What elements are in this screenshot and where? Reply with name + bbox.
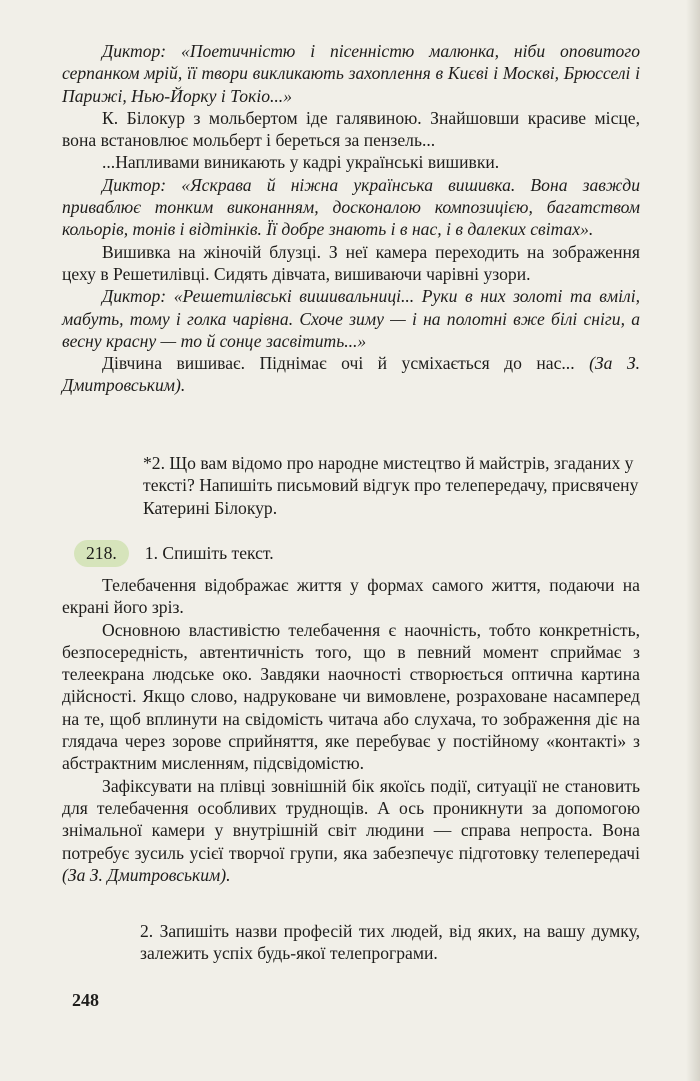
- page-edge-shadow: [686, 0, 700, 1081]
- task-2: 2. Запишіть назви професій тих людей, від яких, на вашу думку, залежить успіх будь-якої телепрограми.: [140, 921, 640, 964]
- scene-description-1: К. Білокур з мольбертом іде галявиною. Знайшовши красиве місце, вона встановлює мольберт і береться за пензель...: [62, 107, 640, 151]
- exercise-instruction: 1. Спишіть текст.: [144, 542, 274, 563]
- exercise-paragraph-3-body: Зафіксувати на плівці зовнішній бік якоїсь події, ситуації не становить для телебачення особливих труднощів. А ось проникнути за допомогою знімальної камери у внутрішній світ людини — справа непроста. Вона потребує зусиль усієї творчої групи, яка забезпечує підготовку телепередачі: [62, 775, 640, 863]
- scene-description-4: [62, 352, 640, 397]
- dialogue-block: [62, 40, 640, 397]
- exercise-header: [74, 538, 274, 568]
- exercise-paragraph-3: [62, 775, 640, 886]
- source-attribution-2: (За З. Дмитровським).: [62, 864, 231, 885]
- exercise-number-badge: 218.: [74, 540, 129, 567]
- exercise-text: [62, 574, 640, 886]
- narrator-line-1: Диктор: «Поетичністю і пісенністю малюнка, ніби оповитого серпанком мрій, її твори викликають захоплення в Києві і Москві, Брюсселі і Парижі, Нью-Йорку і Токіо...»: [62, 41, 640, 106]
- page-number: 248: [72, 990, 99, 1010]
- scene-description-3: Вишивка на жіночій блузці. З неї камера переходить на зображення цеху в Решетилівці. Сидять дівчата, вишиваючи чарівні узори.: [62, 241, 640, 284]
- exercise-paragraph-1: Телебачення відображає життя у формах самого життя, подаючи на екрані його зріз.: [62, 575, 640, 618]
- exercise-paragraph-2: Основною властивістю телебачення є наочність, тобто конкретність, безпосередність, автентичність того, що в певний момент сприймає з телеекрана людське око. Завдяки наочності створюється оптична картина дійсності. Якщо слово, надруковане чи вимовлене, розраховане насамперед на те, щоб вплинути на свідомість читача або слухача, то зображення діє на глядача через зорове сприйняття, яке перебуває у постійному «контакті» з абстрактним мисленням, підсвідомістю.: [62, 619, 640, 774]
- source-attribution-1: (За З. Дмитровським).: [62, 353, 641, 396]
- narrator-line-2: Диктор: «Яскрава й ніжна українська вишивка. Вона завжди приваблює тонким виконанням, досконалою композицією, багатством кольорів, тонів і відтінків. Її добре знають і в нас, і в далеких світах».: [62, 174, 640, 240]
- closing-sentence: Дівчина вишиває. Піднімає очі й усміхається до нас...: [102, 353, 575, 374]
- task-2-star: *2. Що вам відомо про народне мистецтво й майстрів, згаданих у тексті? Напишіть письмовий відгук про телепередачу, присвячену Катерині Білокур.: [143, 453, 639, 518]
- narrator-line-3: Диктор: «Решетилівські вишивальниці... Руки в них золоті та вмілі, мабуть, тому і голка чарівна. Схоче зиму — і на полотні вже білі сніги, а весну красну — то й сонце засвітить...»: [62, 286, 640, 351]
- scene-description-2: ...Напливами виникають у кадрі українські вишивки.: [102, 152, 500, 173]
